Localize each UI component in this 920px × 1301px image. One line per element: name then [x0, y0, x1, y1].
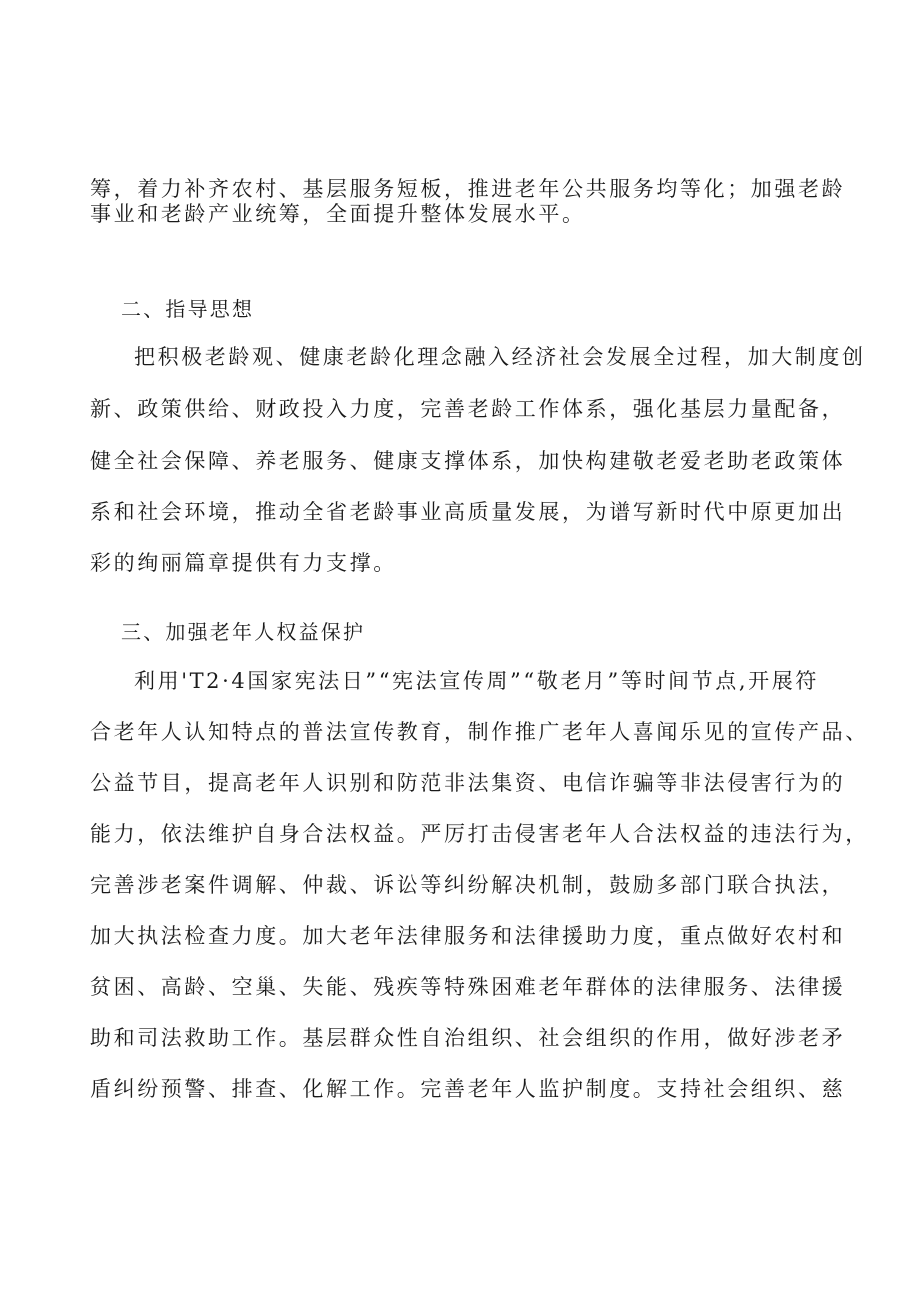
paragraph-line: 助和司法救助工作。基层群众性自治组织、社会组织的作用，做好涉老矛 [90, 1026, 846, 1050]
paragraph-line: 加大执法检查力度。加大老年法律服务和法律援助力度，重点做好农村和 [90, 924, 846, 948]
paragraph-line: 完善涉老案件调解、仲裁、诉讼等纠纷解决机制，鼓励多部门联合执法， [90, 873, 846, 897]
section-heading: 三、加强老年人权益保护 [121, 620, 366, 644]
paragraph-line: 把积极老龄观、健康老龄化理念融入经济社会发展全过程，加大制度创 [134, 345, 866, 369]
section-heading: 二、指导思想 [121, 297, 255, 321]
paragraph-line: 彩的绚丽篇章提供有力支撑。 [90, 551, 397, 575]
paragraph-line: 盾纠纷预警、排查、化解工作。完善老年人监护制度。支持社会组织、慈 [90, 1077, 846, 1101]
paragraph-line: 事业和老龄产业统筹，全面提升整体发展水平。 [90, 202, 586, 226]
paragraph-line: 系和社会环境，推动全省老龄事业高质量发展，为谱写新时代中原更加出 [90, 500, 846, 524]
paragraph-line: 贫困、高龄、空巢、失能、残疾等特殊困难老年群体的法律服务、法律援 [90, 975, 846, 999]
paragraph-line: 能力，依法维护自身合法权益。严厉打击侵害老年人合法权益的违法行为， [90, 822, 869, 846]
paragraph-line: 筹，着力补齐农村、基层服务短板，推进老年公共服务均等化；加强老龄 [90, 177, 846, 201]
paragraph-line: 合老年人认知特点的普法宣传教育，制作推广老年人喜闻乐见的宣传产品、 [90, 720, 869, 744]
paragraph-line: 健全社会保障、养老服务、健康支撑体系，加快构建敬老爱老助老政策体 [90, 449, 846, 473]
paragraph-line: 公益节目，提高老年人识别和防范非法集资、电信诈骗等非法侵害行为的 [90, 771, 846, 795]
paragraph-line: 利用'T2·4国家宪法日”“宪法宣传周”“敬老月”等时间节点,开展符 [134, 669, 819, 693]
paragraph-line: 新、政策供给、财政投入力度，完善老龄工作体系，强化基层力量配备， [90, 397, 846, 421]
